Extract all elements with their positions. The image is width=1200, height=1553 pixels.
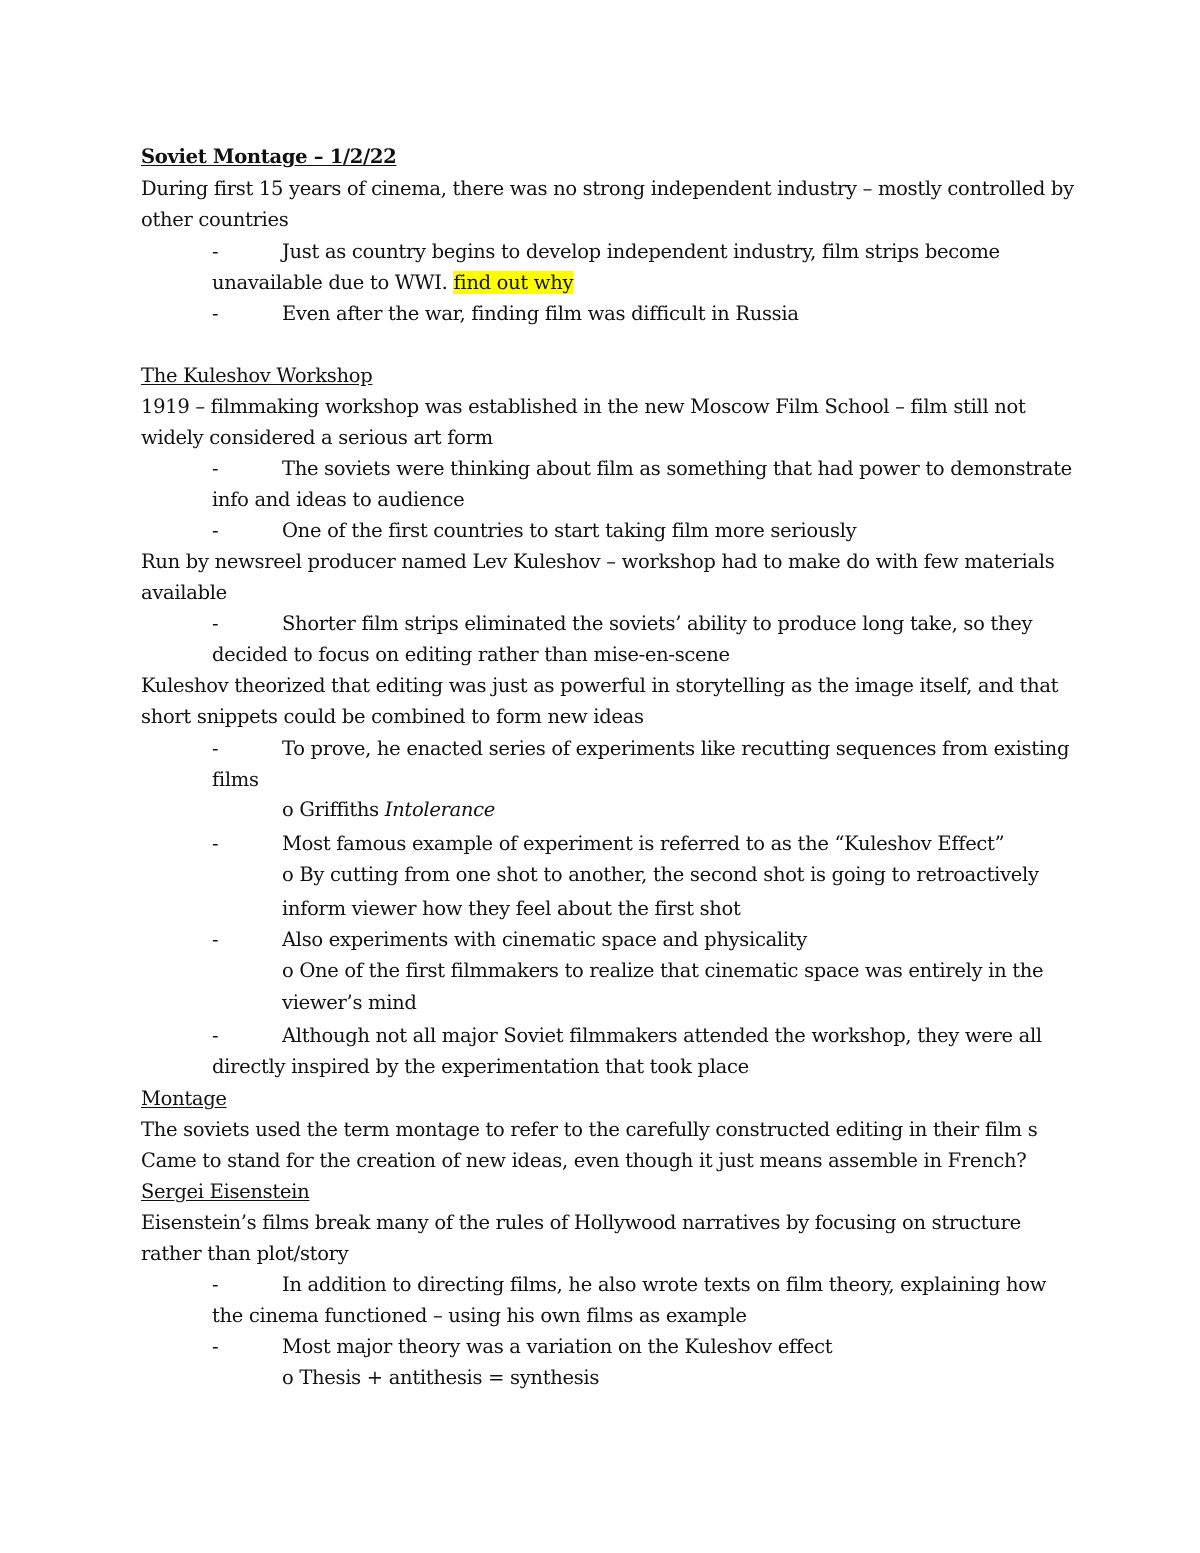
line-text: The soviets used the term montage to refer to the carefully constructed editing in their film s: [141, 1118, 1038, 1141]
text-line: [141, 674, 1058, 698]
bullet-dash: -: [212, 302, 219, 325]
section-heading: [141, 1087, 227, 1111]
text-line: [212, 1304, 747, 1328]
line-text: o By cutting from one shot to another, the second shot is going to retroactively: [282, 863, 1039, 886]
bullet-dash: -: [212, 457, 219, 480]
section-heading: [141, 1180, 309, 1204]
bullet-dash: -: [212, 928, 219, 951]
bullet-item: [282, 1024, 1042, 1048]
sub-bullet-item: [282, 863, 1039, 887]
sub-bullet-item: [282, 1366, 599, 1390]
bullet-dash: -: [212, 240, 219, 263]
line-text: Even after the war, finding film was difficult in Russia: [282, 302, 799, 325]
line-text: inform viewer how they feel about the first shot: [282, 897, 741, 920]
text-line: [141, 550, 1054, 574]
line-text: Most famous example of experiment is referred to as the “Kuleshov Effect”: [282, 832, 1005, 855]
line-text: Also experiments with cinematic space and physicality: [282, 928, 808, 951]
line-text: o Griffiths: [282, 798, 385, 821]
line-text: decided to focus on editing rather than mise-en-scene: [212, 643, 730, 666]
line-text: The soviets were thinking about film as something that had power to demonstrate: [282, 457, 1072, 480]
bullet-item: [282, 302, 799, 326]
bullet-dash: -: [212, 1335, 219, 1358]
bullet-item: [282, 737, 1069, 761]
text-line: [212, 488, 464, 512]
text-line: [141, 1118, 1037, 1142]
line-text: films: [212, 768, 259, 791]
line-text: 1919 – filmmaking workshop was established in the new Moscow Film School – film still not: [141, 395, 1026, 418]
line-text: During first 15 years of cinema, there was no strong independent industry – mostly controlled by: [141, 177, 1074, 200]
text-line: [141, 395, 1026, 419]
bullet-item: [282, 240, 1000, 264]
text-line: [212, 768, 259, 792]
line-text: Montage: [141, 1087, 227, 1110]
line-text: Kuleshov theorized that editing was just as powerful in storytelling as the image itself, and that: [141, 674, 1059, 697]
line-text: info and ideas to audience: [212, 488, 465, 511]
bullet-item: [282, 457, 1072, 481]
bullet-item: [282, 612, 1032, 636]
sub-bullet-item: [282, 798, 495, 822]
text-line: [141, 581, 227, 605]
line-text: Eisenstein’s films break many of the rules of Hollywood narratives by focusing on structure: [141, 1211, 1021, 1234]
line-text: Most major theory was a variation on the Kuleshov effect: [282, 1335, 833, 1358]
line-text: Shorter film strips eliminated the soviets’ ability to produce long take, so they: [282, 612, 1033, 635]
italic-film-title: Intolerance: [384, 798, 496, 821]
text-line: [141, 426, 493, 450]
bullet-dash: -: [212, 737, 219, 760]
bullet-item: [282, 928, 807, 952]
line-text: the cinema functioned – using his own films as example: [212, 1304, 747, 1327]
line-text: unavailable due to WWI.: [212, 271, 454, 294]
line-text: Soviet Montage – 1/2/22: [141, 145, 397, 168]
bullet-item: [282, 832, 1004, 856]
line-text: Came to stand for the creation of new ideas, even though it just means assemble in French?: [141, 1149, 1027, 1172]
line-text: Just as country begins to develop independent industry, film strips become: [282, 240, 1000, 263]
text-line: [141, 1211, 1021, 1235]
bullet-dash: -: [212, 519, 219, 542]
document-title: [141, 145, 396, 169]
text-line: [212, 271, 573, 295]
section-heading: [141, 364, 372, 388]
bullet-dash: -: [212, 832, 219, 855]
sub-bullet-item: [282, 959, 1043, 983]
line-text: Although not all major Soviet filmmakers attended the workshop, they were all: [282, 1024, 1042, 1047]
line-text: To prove, he enacted series of experiments like recutting sequences from existing: [282, 737, 1070, 760]
text-line: [141, 177, 1074, 201]
text-line: [212, 1055, 749, 1079]
line-text: In addition to directing films, he also wrote texts on film theory, explaining how: [282, 1273, 1047, 1296]
text-line: [141, 208, 288, 232]
text-line: [282, 897, 741, 921]
line-text: o Thesis + antithesis = synthesis: [282, 1366, 600, 1389]
line-text: other countries: [141, 208, 289, 231]
line-text: The Kuleshov Workshop: [141, 364, 373, 387]
line-text: rather than plot/story: [141, 1242, 349, 1265]
bullet-item: [282, 519, 856, 543]
text-line: [141, 705, 644, 729]
line-text: Sergei Eisenstein: [141, 1180, 310, 1203]
line-text: directly inspired by the experimentation that took place: [212, 1055, 749, 1078]
bullet-dash: -: [212, 612, 219, 635]
bullet-item: [282, 1335, 832, 1359]
line-text: widely considered a serious art form: [141, 426, 493, 449]
line-text: viewer’s mind: [282, 991, 417, 1014]
text-line: [212, 643, 730, 667]
line-text: One of the first countries to start taking film more seriously: [282, 519, 857, 542]
text-line: [141, 1242, 348, 1266]
text-line: [282, 991, 417, 1015]
highlighted-note: find out why: [453, 271, 574, 294]
text-line: [141, 1149, 1026, 1173]
line-text: o One of the first filmmakers to realize that cinematic space was entirely in the: [282, 959, 1044, 982]
line-text: available: [141, 581, 227, 604]
bullet-dash: -: [212, 1273, 219, 1296]
bullet-dash: -: [212, 1024, 219, 1047]
line-text: short snippets could be combined to form new ideas: [141, 705, 644, 728]
bullet-item: [282, 1273, 1046, 1297]
line-text: Run by newsreel producer named Lev Kuleshov – workshop had to make do with few materials: [141, 550, 1055, 573]
